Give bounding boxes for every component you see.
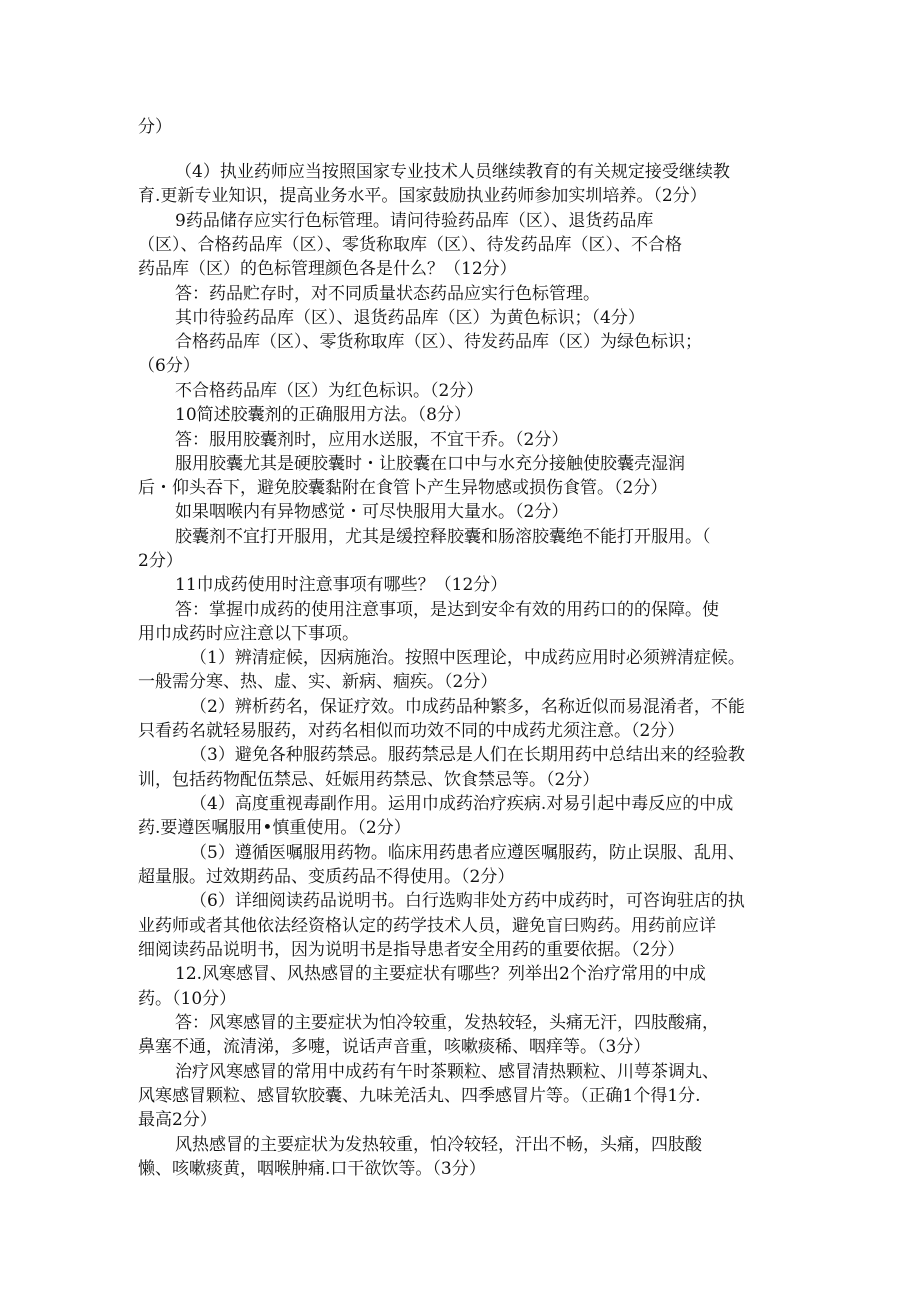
text-line: 答：风寒感冒的主要症状为怕冷较重，发热较轻，头痛无汗，四肢酸痛，: [175, 1013, 719, 1033]
text-line: （5）遵循医嘱服用药物。临床用药患者应遵医嘱服药，防止误服、乱用、: [190, 843, 745, 863]
text-line: 其巾待验药品库（区）、退货药品库（区）为黄色标识；（4分）: [175, 308, 645, 328]
text-line: （1）辨清症候，因病施治。按照中医理论，中成药应用时必须辨清症候。: [190, 648, 745, 668]
text-line: 药品库（区）的色标管理颜色各是什么？（12分）: [138, 259, 517, 279]
text-line: 药.要遵医嘱服用•慎重使用。（2分）: [138, 818, 411, 838]
text-line: 不合格药品库（区）为红色标识。（2分）: [175, 381, 484, 401]
text-line: 治疗风寒感冒的常用中成药有午时茶颗粒、感冒清热颗粒、川萼茶调丸、: [175, 1062, 719, 1082]
text-line: 如果咽喉内有异物感觉・可尽快服用大量水。（2分）: [175, 502, 569, 522]
text-line: 只看药名就轻易服药，对药名相似而功效不同的中成药尤须注意。（2分）: [138, 721, 685, 741]
text-line: 2分）: [138, 551, 183, 571]
text-line: 懒、咳嗽痰黄，咽喉肿痛.口干欲饮等。（3分）: [138, 1159, 486, 1179]
text-line: 答：药品贮存时，对不同质量状态药品应实行色标管理。: [175, 284, 600, 304]
text-line: 风热感冒的主要症状为发热较重，怕冷较轻，汗出不畅，头痛，四肢酸: [175, 1135, 702, 1155]
text-line: 鼻塞不通，流清涕，多嚏，说话声音重，咳嗽痰稀、咽痒等。（3分）: [138, 1037, 651, 1057]
text-line: 训，包括药物配伍禁忌、妊娠用药禁忌、饮食禁忌等。（2分）: [138, 770, 600, 790]
text-line: （6）详细阅读药品说明书。白行选购非处方药中成药时，可咨询驻店的执: [190, 891, 745, 911]
text-line: 胶囊剂不宜打开服用，尤其是缓控释胶囊和肠溶胶囊绝不能打开服用。（: [175, 527, 711, 547]
text-line: 风寒感冒颗粒、感冒软胶囊、九味羌活丸、四季感冒片等。（正确1个得1分.: [138, 1086, 701, 1106]
text-line: （2）辨析药名，保证疗效。巾成药品种繁多，名称近似而易混淆者，不能: [190, 697, 745, 717]
text-line: 9药品储存应实行色标管理。请问待验药品库（区）、退货药品库: [175, 211, 654, 231]
text-line: 一般需分寒、热、虚、实、新病、痼疾。（2分）: [138, 672, 498, 692]
text-line: （3）避免各种服药禁忌。服药禁忌是人们在长期用药中总结出来的经验教: [190, 745, 745, 765]
text-line: 答：服用胶囊剂时，应用水送服，不宜干乔。（2分）: [175, 430, 569, 450]
text-line: 后・仰头吞下，避免胶囊黏附在食管卜产生异物感或损伤食管。（2分）: [138, 478, 668, 498]
text-line: 最高2分）: [138, 1110, 217, 1130]
text-line: 10简述胶囊剂的正确服用方法。（8分）: [175, 405, 471, 425]
text-line: 育.更新专业知识，提高业务水平。国家鼓励执业药师参加实圳培养。（2分）: [138, 186, 707, 206]
text-line: 答：掌握巾成药的使用注意事项，是达到安伞有效的用药口的的保障。使: [175, 600, 719, 620]
text-line: 业药师或者其他依法经资格认定的药学技术人员，避免盲曰购药。用药前应详: [138, 916, 716, 936]
text-line: 药。（10分）: [138, 989, 237, 1009]
text-line: （6分）: [138, 356, 200, 376]
text-line: 服用胶囊尤其是硬胶囊时・让胶囊在口中与水充分接触使胶囊壳湿润: [175, 454, 685, 474]
text-line: 12.风寒感冒、风热感冒的主要症状有哪些？列举出2个治疗常用的中成: [175, 964, 706, 984]
text-line: 11巾成药使用时注意事项有哪些？（12分）: [175, 575, 508, 595]
text-line: （4）高度重视毒副作用。运用巾成药治疗疾病.对易引起中毒反应的中成: [190, 794, 734, 814]
text-line: 细阅读药品说明书，因为说明书是指导患者安全用药的重要依据。（2分）: [138, 940, 685, 960]
text-line: （区）、合格药品库（区）、零货称取库（区）、待发药品库（区）、不合格: [138, 235, 682, 255]
text-line: 超量服。过效期药品、变质药品不得使用。（2分）: [138, 867, 515, 887]
text-line: （4）执业药师应当按照国家专业技术人员继续教育的有关规定接受继续教: [175, 162, 730, 182]
text-line: 合格药品库（区）、零货称取库（区）、待发药品库（区）为绿色标识；: [175, 332, 702, 352]
text-line: 分）: [138, 117, 172, 137]
text-line: 用巾成药时应注意以下事项。: [138, 624, 359, 644]
